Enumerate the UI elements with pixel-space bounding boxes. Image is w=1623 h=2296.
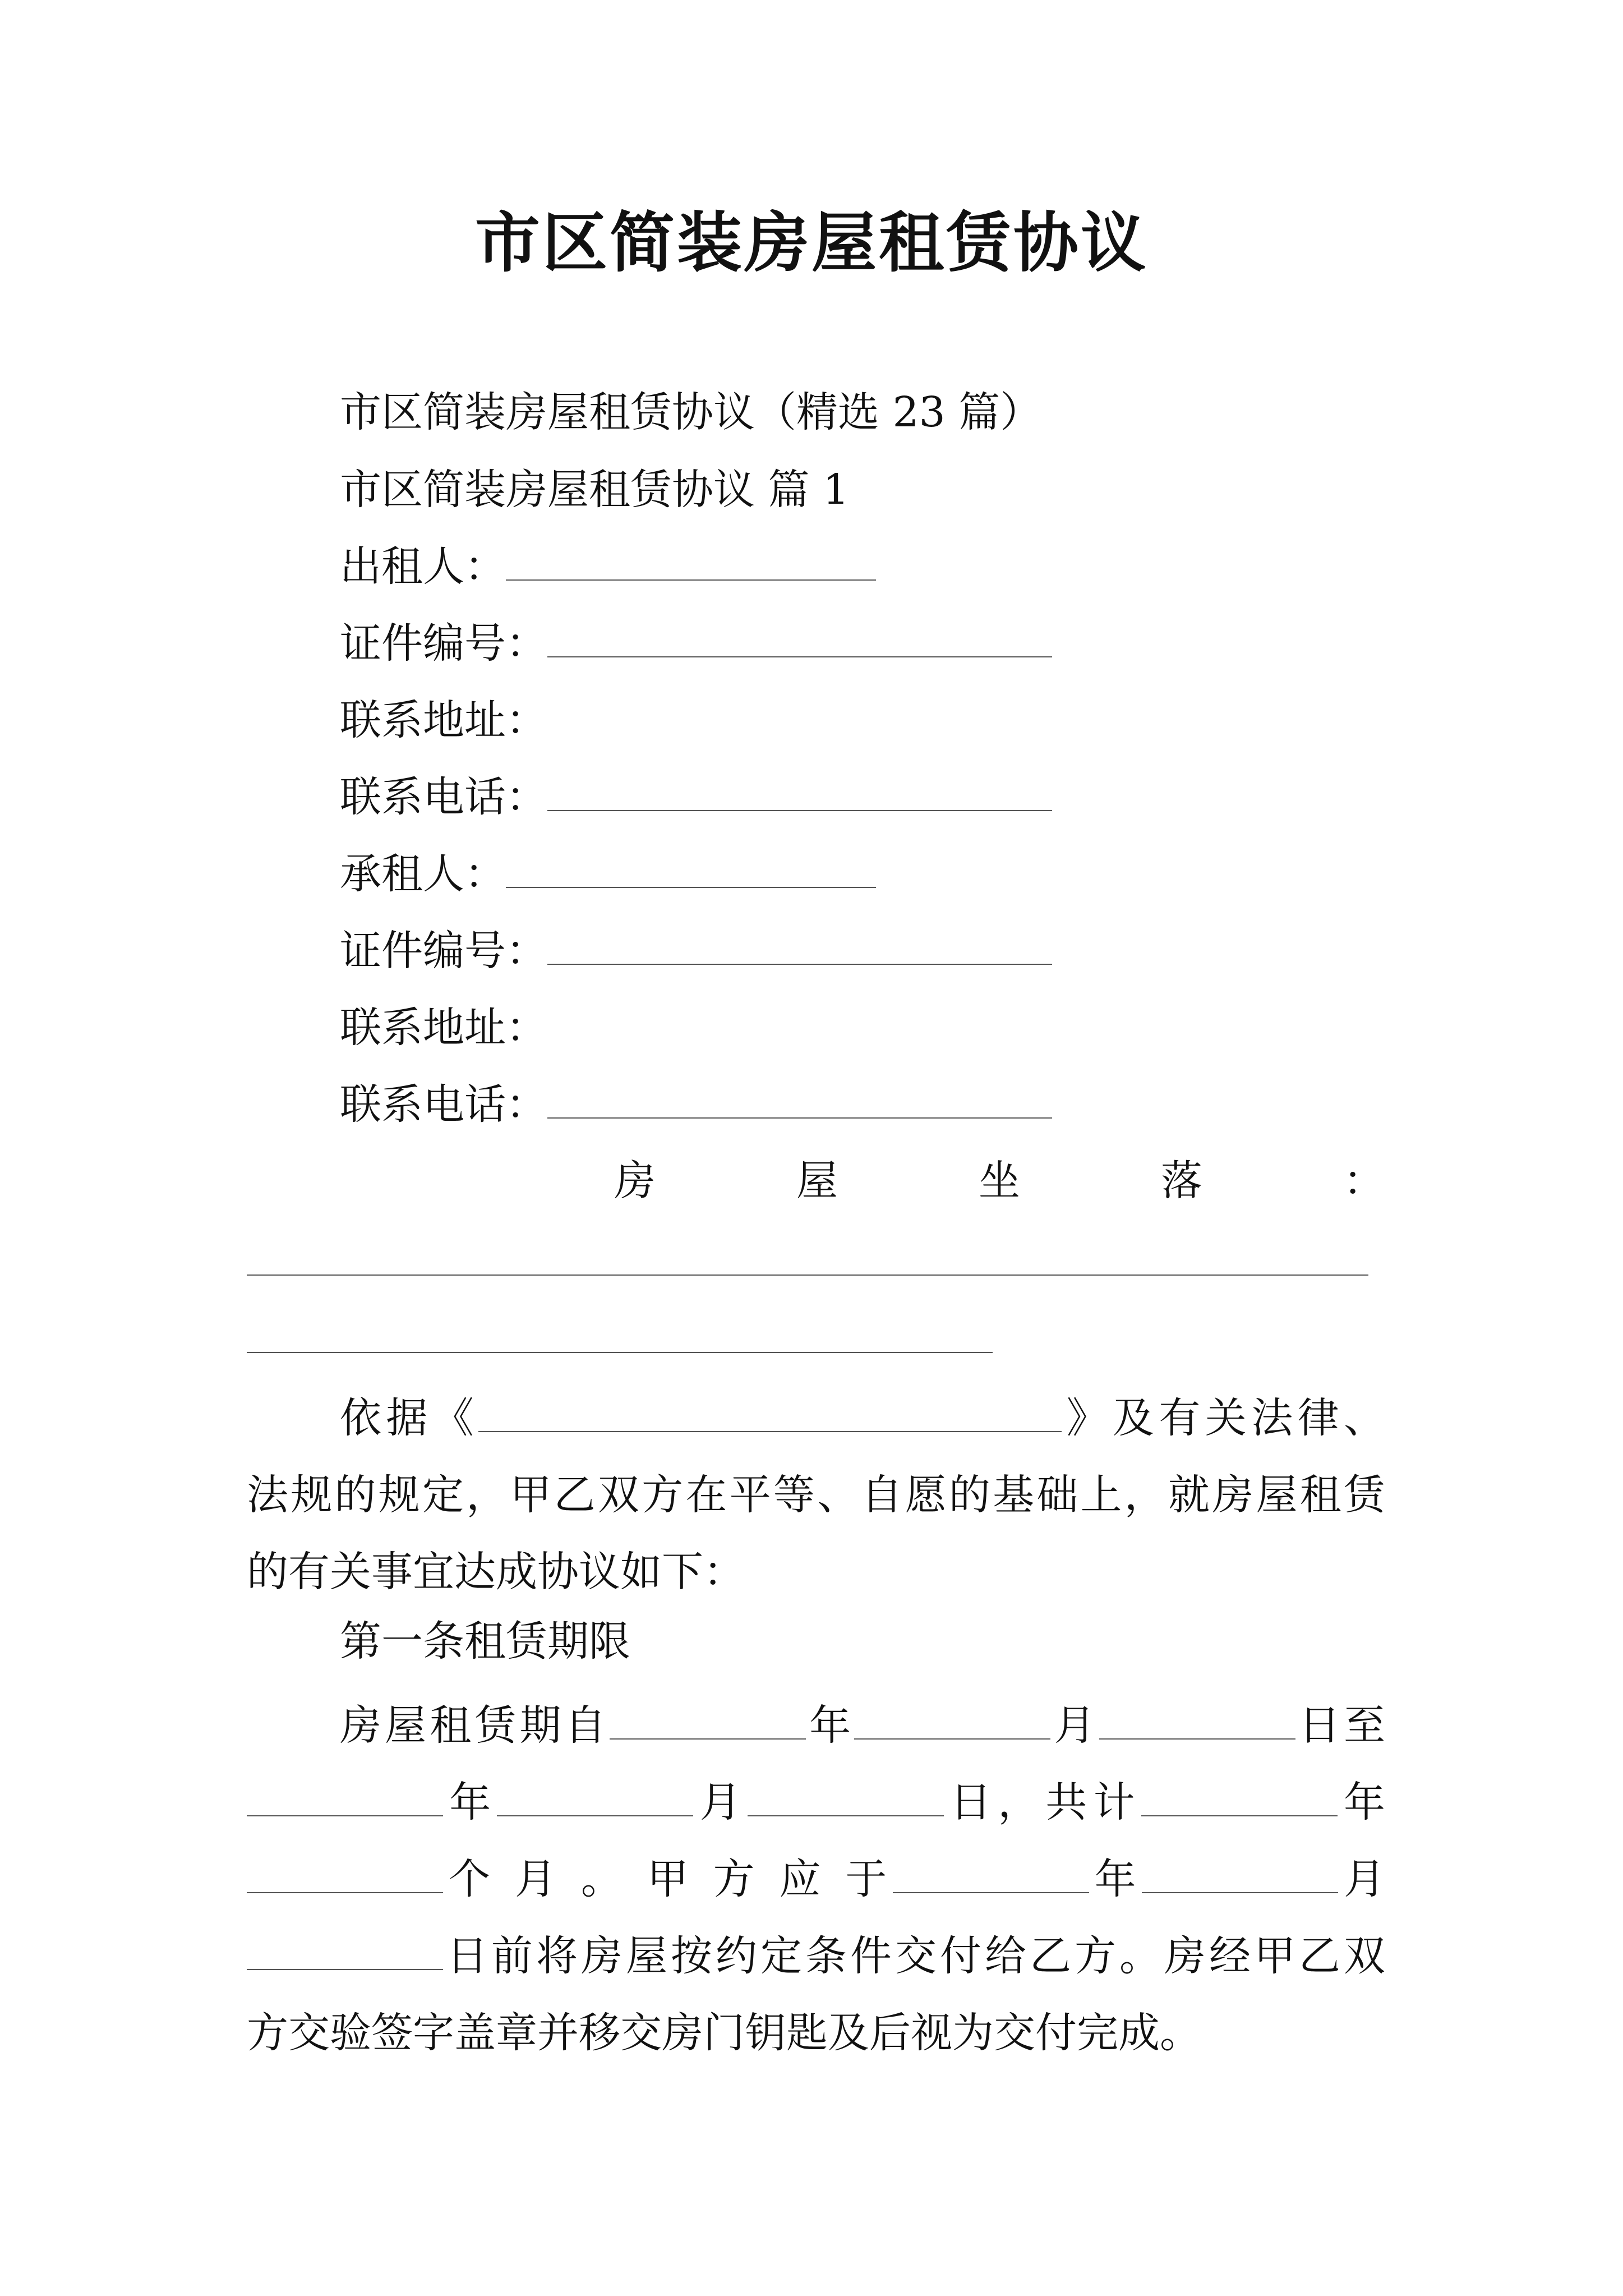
lessor-address-field xyxy=(340,689,547,751)
lessee-id-field xyxy=(340,920,1052,982)
start-year-blank[interactable] xyxy=(610,1705,806,1740)
basis-suffix: 》及有关法律、 xyxy=(1062,1394,1386,1442)
lessor-id-blank[interactable] xyxy=(547,623,1052,657)
delivery-text: 日前将房屋按约定条件交付给乙方。房经甲乙双 xyxy=(443,1932,1385,1980)
total-months-blank[interactable] xyxy=(247,1858,443,1893)
month-label: 月 xyxy=(1338,1855,1386,1903)
month-label: 月 xyxy=(1050,1701,1099,1750)
location-colon: ： xyxy=(1343,1157,1385,1205)
lessee-address-label: 联系地址： xyxy=(340,1004,547,1052)
lessee-phone-field xyxy=(340,1074,1052,1135)
article-1-line-4 xyxy=(247,1918,1385,1995)
location-char-1: 房 xyxy=(614,1157,656,1205)
lessor-phone-label: 联系电话： xyxy=(340,773,547,821)
year-label: 年 xyxy=(806,1701,855,1750)
lease-period-start-label: 房屋租赁期自 xyxy=(340,1701,610,1750)
end-day-blank[interactable] xyxy=(748,1782,944,1816)
delivery-label: 个 月 。 甲 方 应 于 xyxy=(443,1855,893,1903)
location-blank-line-1[interactable] xyxy=(247,1274,1368,1276)
lessee-name-field xyxy=(340,843,876,905)
lessor-phone-blank[interactable] xyxy=(547,776,1052,811)
day-to-label: 日至 xyxy=(1295,1701,1386,1750)
month-label: 月 xyxy=(693,1778,748,1826)
article-1-line-3 xyxy=(247,1841,1385,1918)
lessor-address-label: 联系地址： xyxy=(340,696,547,744)
lessee-address-field xyxy=(340,997,547,1059)
lessee-phone-blank[interactable] xyxy=(547,1084,1052,1119)
location-char-4: 落 xyxy=(1161,1157,1202,1205)
end-year-blank[interactable] xyxy=(247,1782,443,1816)
article-1-line-1 xyxy=(247,1687,1385,1764)
section-heading: 市区简装房屋租赁协议 篇 1 xyxy=(340,466,850,514)
article-1-line-5: 方交验签字盖章并移交房门钥匙及后视为交付完成。 xyxy=(247,2009,1201,2057)
basis-line-1 xyxy=(247,1380,1385,1457)
lessee-id-blank[interactable] xyxy=(547,930,1052,965)
location-char-2: 屋 xyxy=(796,1157,838,1205)
article-1-heading: 第一条租赁期限 xyxy=(340,1617,630,1665)
lessor-name-field xyxy=(340,536,876,597)
lessor-name-blank[interactable] xyxy=(506,546,876,581)
lessor-id-field xyxy=(340,613,1052,674)
location-char-3: 坐 xyxy=(979,1157,1020,1205)
lessor-id-label: 证件编号： xyxy=(340,619,547,668)
lessor-phone-field xyxy=(340,766,1052,828)
basis-line-3: 的有关事宜达成协议如下： xyxy=(247,1548,745,1596)
document-title: 市区简装房屋租赁协议 xyxy=(475,205,1148,281)
year-label: 年 xyxy=(1089,1855,1142,1903)
lessee-name-label: 承租人： xyxy=(340,850,506,898)
end-month-blank[interactable] xyxy=(497,1782,693,1816)
law-name-blank[interactable] xyxy=(478,1397,1062,1432)
total-label: 日，共计 xyxy=(943,1778,1141,1826)
document-subtitle: 市区简装房屋租赁协议（精选 23 篇） xyxy=(340,388,1042,436)
lessee-id-label: 证件编号： xyxy=(340,927,547,975)
year-label: 年 xyxy=(443,1778,497,1826)
article-1-line-2 xyxy=(247,1764,1385,1841)
start-day-blank[interactable] xyxy=(1099,1705,1295,1740)
delivery-month-blank[interactable] xyxy=(1142,1858,1338,1893)
lessee-name-blank[interactable] xyxy=(506,853,876,888)
basis-prefix: 依据《 xyxy=(340,1394,479,1442)
lessor-name-label: 出租人： xyxy=(340,542,506,591)
year-label: 年 xyxy=(1337,1778,1386,1826)
total-years-blank[interactable] xyxy=(1141,1782,1338,1816)
location-blank-line-2[interactable] xyxy=(247,1352,993,1353)
start-month-blank[interactable] xyxy=(854,1705,1050,1740)
delivery-year-blank[interactable] xyxy=(893,1858,1089,1893)
delivery-day-blank[interactable] xyxy=(247,1935,443,1970)
lessee-phone-label: 联系电话： xyxy=(340,1080,547,1129)
basis-line-2: 法规的规定，甲乙双方在平等、自愿的基础上，就房屋租赁 xyxy=(247,1471,1385,1519)
